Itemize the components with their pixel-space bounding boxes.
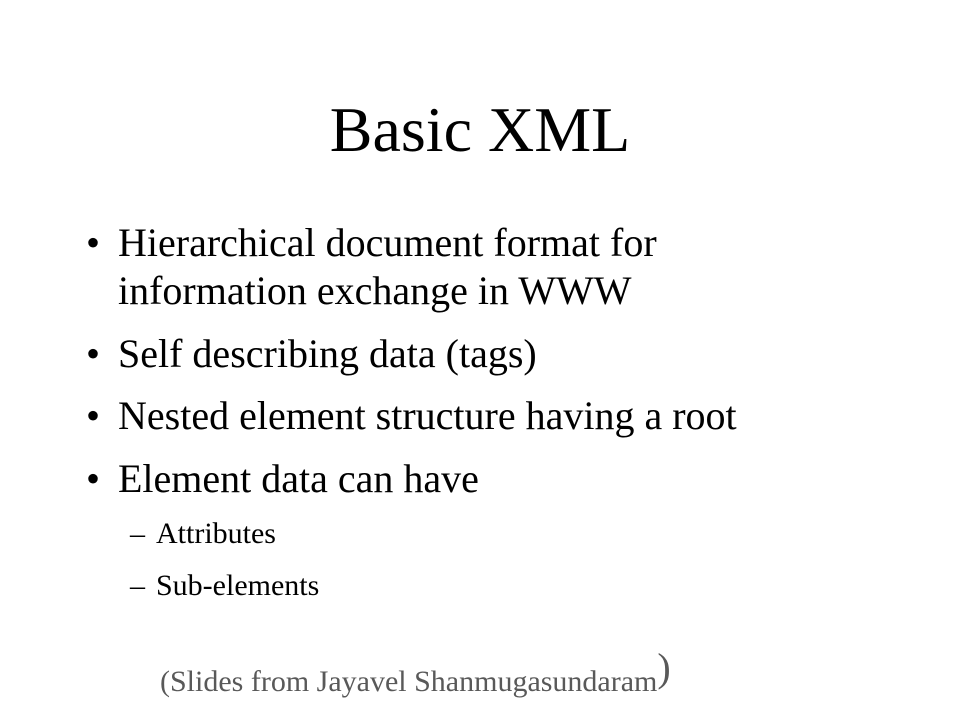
dash-icon: – <box>130 517 145 550</box>
bullet-text: Nested element structure having a root <box>118 393 737 438</box>
credit-text: (Slides from Jayavel Shanmugasundaram <box>160 665 658 698</box>
credit-closing-paren: ) <box>657 645 671 690</box>
slide-credit <box>160 645 671 702</box>
sub-bullet-text: Sub-elements <box>156 569 320 602</box>
dash-icon: – <box>130 569 145 602</box>
slide-title: Basic XML <box>329 94 631 165</box>
bullet-dot-icon: • <box>86 331 101 376</box>
bullet-text: Self describing data (tags) <box>118 331 537 376</box>
bullet-dot-icon: • <box>86 393 101 438</box>
bullet-text: Element data can have <box>118 456 479 501</box>
bullet-dot-icon: • <box>86 220 101 265</box>
sub-bullet-text: Attributes <box>156 517 276 550</box>
bullet-text: Hierarchical document format for information exchange in WWW <box>118 220 657 313</box>
bullet-dot-icon: • <box>86 456 101 501</box>
